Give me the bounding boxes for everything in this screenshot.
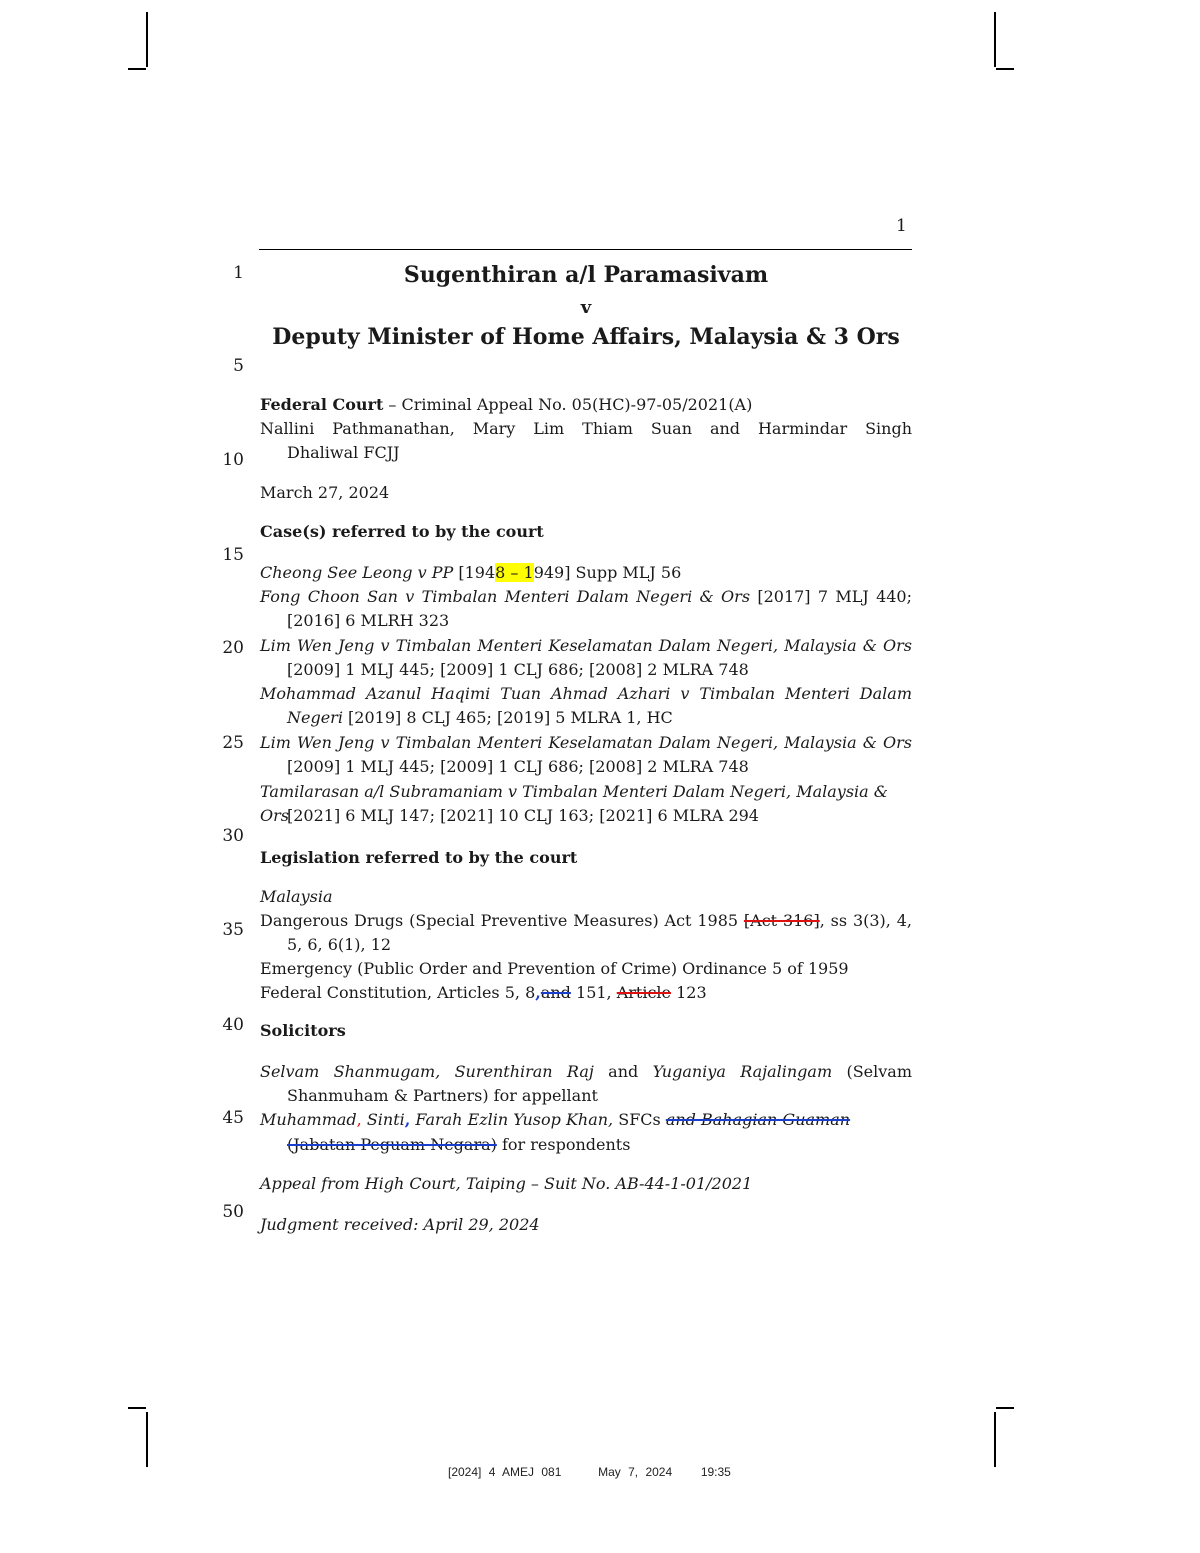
- case-citation: [2017] 7 MLJ 440;: [750, 587, 912, 606]
- cases-heading: Case(s) referred to by the court: [260, 522, 544, 541]
- case-name: Lim Wen Jeng v Timbalan Menteri Keselamatan Dalam Negeri, Malaysia & Ors: [260, 636, 912, 655]
- legislation-text: Dangerous Drugs (Special Preventive Measures) Act 1985: [260, 911, 744, 930]
- legislation-item: 5, 6, 6(1), 12: [287, 935, 392, 954]
- case-citation: [2009] 1 MLJ 445; [2009] 1 CLJ 686; [2008] 2 MLRA 748: [287, 757, 749, 776]
- solicitor-text: for respondents: [496, 1135, 631, 1154]
- judges-line-1: Nallini Pathmanathan, Mary Lim Thiam Suan and Harmindar Singh: [260, 419, 912, 438]
- case-title-versus: v: [580, 297, 592, 318]
- crop-mark: [146, 1412, 148, 1467]
- crop-mark: [996, 1407, 1014, 1409]
- solicitor-names: Yuganiya Rajalingam: [652, 1062, 833, 1081]
- footer-date: May 7, 2024: [598, 1465, 673, 1479]
- decision-date: March 27, 2024: [260, 483, 390, 502]
- solicitor-names: Farah Ezlin Yusop Khan,: [410, 1110, 614, 1129]
- insertion-mark: ,: [535, 983, 541, 1002]
- solicitor-firm: Shanmuham & Partners) for appellant: [287, 1086, 598, 1105]
- deleted-text: Article: [616, 983, 672, 1002]
- insertion-mark: ,: [404, 1110, 411, 1129]
- case-name: Negeri: [287, 708, 343, 727]
- solicitor-names: Sinti: [361, 1110, 405, 1129]
- footer-time: 19:35: [700, 1465, 731, 1479]
- solicitor-names: Selvam Shanmugam, Surenthiran Raj: [260, 1062, 594, 1081]
- solicitor-text: and: [593, 1062, 653, 1081]
- case-name: Lim Wen Jeng v Timbalan Menteri Keselamatan Dalam Negeri, Malaysia & Ors: [260, 733, 912, 752]
- case-title-respondent: Deputy Minister of Home Affairs, Malaysia & 3 Ors: [272, 324, 900, 350]
- case-name: Fong Choon San v Timbalan Menteri Dalam Negeri & Ors: [260, 587, 751, 606]
- court-line: [260, 393, 912, 417]
- case-name: Tamilarasan a/l Subramaniam v Timbalan Menteri Dalam Negeri, Malaysia & Ors: [260, 782, 889, 825]
- deleted-text: [Act 316]: [743, 911, 820, 930]
- legislation-item: [260, 909, 912, 933]
- solicitor-firm: (Selvam: [832, 1062, 913, 1081]
- solicitor-item: [260, 1060, 912, 1084]
- case-item: [260, 561, 912, 585]
- case-citation: [2021] 6 MLJ 147; [2021] 10 CLJ 163; [2021] 6 MLRA 294: [287, 806, 759, 825]
- appeal-from: Appeal from High Court, Taiping – Suit No. AB-44-1-01/2021: [260, 1174, 753, 1193]
- case-name: Cheong See Leong v PP: [260, 563, 454, 582]
- solicitor-names: Muhammad: [260, 1110, 357, 1129]
- judges-line-2: Dhaliwal FCJJ: [287, 443, 400, 462]
- legislation-text: 123: [671, 983, 707, 1002]
- legislation-text: , ss 3(3), 4,: [819, 911, 912, 930]
- line-number: 35: [222, 920, 244, 940]
- case-citation: 949] Supp MLJ 56: [533, 563, 682, 582]
- line-number: 10: [222, 450, 244, 470]
- line-number: 20: [222, 638, 244, 658]
- line-number: 5: [233, 356, 244, 376]
- court-appeal-no: – Criminal Appeal No. 05(HC)-97-05/2021(A): [383, 395, 753, 414]
- case-citation: [2019] 8 CLJ 465; [2019] 5 MLRA 1, HC: [342, 708, 673, 727]
- case-item: [260, 706, 939, 730]
- case-name: Mohammad Azanul Haqimi Tuan Ahmad Azhari v Timbalan Menteri Dalam: [260, 684, 912, 703]
- deleted-text: and Bahagian Guaman: [665, 1110, 851, 1129]
- solicitor-item: [260, 1108, 912, 1132]
- case-item: [260, 585, 912, 609]
- header-rule: [259, 249, 912, 250]
- line-number: 45: [222, 1108, 244, 1128]
- line-number: 1: [233, 263, 244, 283]
- page-footer: [448, 1465, 731, 1479]
- legislation-text: 151,: [570, 983, 617, 1002]
- legislation-item: Emergency (Public Order and Prevention of Crime) Ordinance 5 of 1959: [260, 959, 849, 978]
- legislation-item: [260, 981, 912, 1005]
- crop-mark: [146, 12, 148, 67]
- court-label: Federal Court: [260, 395, 384, 414]
- case-citation: [2016] 6 MLRH 323: [287, 611, 450, 630]
- solicitors-heading: Solicitors: [260, 1021, 346, 1040]
- crop-mark: [128, 68, 146, 70]
- page-number: 1: [896, 216, 907, 236]
- crop-mark: [994, 1412, 996, 1467]
- legislation-text: Federal Constitution, Articles 5, 8: [260, 983, 536, 1002]
- deleted-text: and: [540, 983, 571, 1002]
- insertion-mark: ,: [356, 1110, 362, 1129]
- line-number: 50: [222, 1202, 244, 1222]
- deleted-text: (Jabatan Peguam Negara): [287, 1135, 497, 1154]
- crop-mark: [994, 12, 996, 67]
- highlighted-text: 8 – 1: [495, 563, 534, 582]
- case-citation: [194: [453, 563, 496, 582]
- crop-mark: [128, 1407, 146, 1409]
- legislation-country: Malaysia: [260, 887, 333, 906]
- crop-mark: [996, 68, 1014, 70]
- judgment-received: Judgment received: April 29, 2024: [260, 1215, 540, 1234]
- case-citation: [2009] 1 MLJ 445; [2009] 1 CLJ 686; [2008] 2 MLRA 748: [287, 660, 749, 679]
- case-title-appellant: Sugenthiran a/l Paramasivam: [403, 262, 769, 288]
- solicitor-item: [260, 1133, 939, 1157]
- line-number: 40: [222, 1015, 244, 1035]
- solicitor-text: SFCs: [613, 1110, 666, 1129]
- line-number: 25: [222, 733, 244, 753]
- legislation-heading: Legislation referred to by the court: [260, 848, 578, 867]
- footer-citation: [2024] 4 AMEJ 081: [448, 1465, 562, 1479]
- line-number: 15: [222, 545, 244, 565]
- line-number: 30: [222, 826, 244, 846]
